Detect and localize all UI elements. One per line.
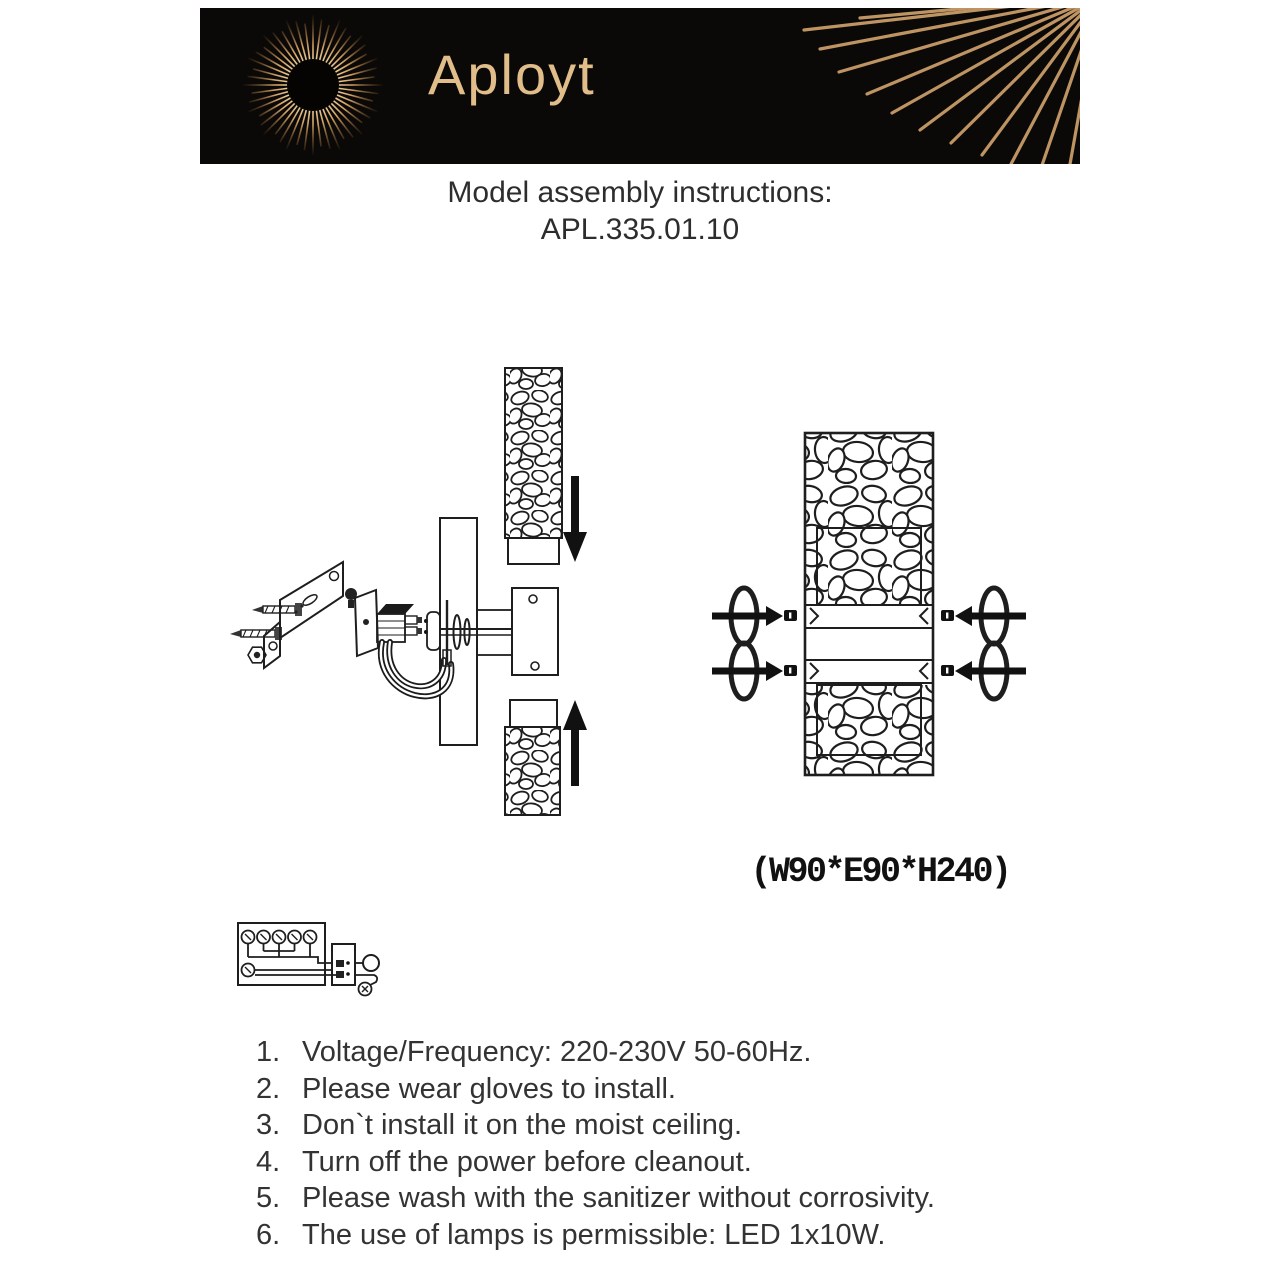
header-banner bbox=[200, 8, 1080, 164]
connector-block bbox=[332, 944, 355, 985]
item-number: 2. bbox=[256, 1072, 281, 1105]
item-text: Please wear gloves to install. bbox=[302, 1072, 676, 1105]
arrow-down-icon bbox=[563, 476, 587, 562]
list-item bbox=[256, 1217, 935, 1254]
item-text: Turn off the power before cleanout. bbox=[302, 1145, 752, 1178]
backplate bbox=[440, 518, 477, 745]
cover-plate bbox=[355, 590, 378, 656]
item-number: 6. bbox=[256, 1218, 281, 1251]
list-item bbox=[256, 1107, 935, 1144]
item-number: 1. bbox=[256, 1036, 281, 1068]
mounting-screw-1 bbox=[252, 603, 302, 616]
mounting-plate bbox=[512, 588, 558, 675]
item-text: Please wash with the sanitizer without corrosivity. bbox=[302, 1182, 935, 1215]
item-number: 4. bbox=[256, 1145, 281, 1178]
list-item bbox=[256, 1071, 935, 1108]
arrow-up-icon bbox=[563, 700, 587, 786]
item-number: 5. bbox=[256, 1182, 281, 1215]
mounting-screw-2 bbox=[230, 627, 282, 640]
corner-rays-decoration bbox=[200, 8, 1080, 164]
ground-screw bbox=[359, 983, 372, 996]
lower-shade bbox=[505, 700, 560, 815]
item-text: Don`t install it on the moist ceiling. bbox=[302, 1109, 743, 1142]
item-number: 3. bbox=[256, 1109, 281, 1142]
lamp-body bbox=[805, 433, 933, 775]
model-number: APL.335.01.10 bbox=[540, 213, 740, 246]
lamp-symbol bbox=[363, 955, 379, 971]
exploded-assembly-diagram bbox=[230, 350, 640, 860]
dimensions-label: (W90*E90*H240) bbox=[750, 852, 1010, 892]
item-text: The use of lamps is permissible: LED 1x10W. bbox=[302, 1218, 886, 1251]
wall-bracket bbox=[264, 562, 343, 668]
wiring-diagram bbox=[228, 915, 443, 1025]
assembled-lamp-diagram bbox=[700, 420, 1040, 820]
item-text: Voltage/Frequency: 220-230V 50-60Hz. bbox=[302, 1036, 812, 1068]
page-title: Model assembly instructions: bbox=[447, 176, 833, 209]
brand-name: Aployt bbox=[428, 43, 596, 106]
list-item bbox=[256, 1144, 935, 1181]
terminal-block bbox=[377, 604, 428, 642]
mounting-boss bbox=[477, 610, 512, 655]
upper-shade bbox=[505, 368, 562, 564]
list-item bbox=[256, 1180, 935, 1217]
instructions-list bbox=[256, 1034, 935, 1254]
list-item bbox=[256, 1034, 935, 1071]
